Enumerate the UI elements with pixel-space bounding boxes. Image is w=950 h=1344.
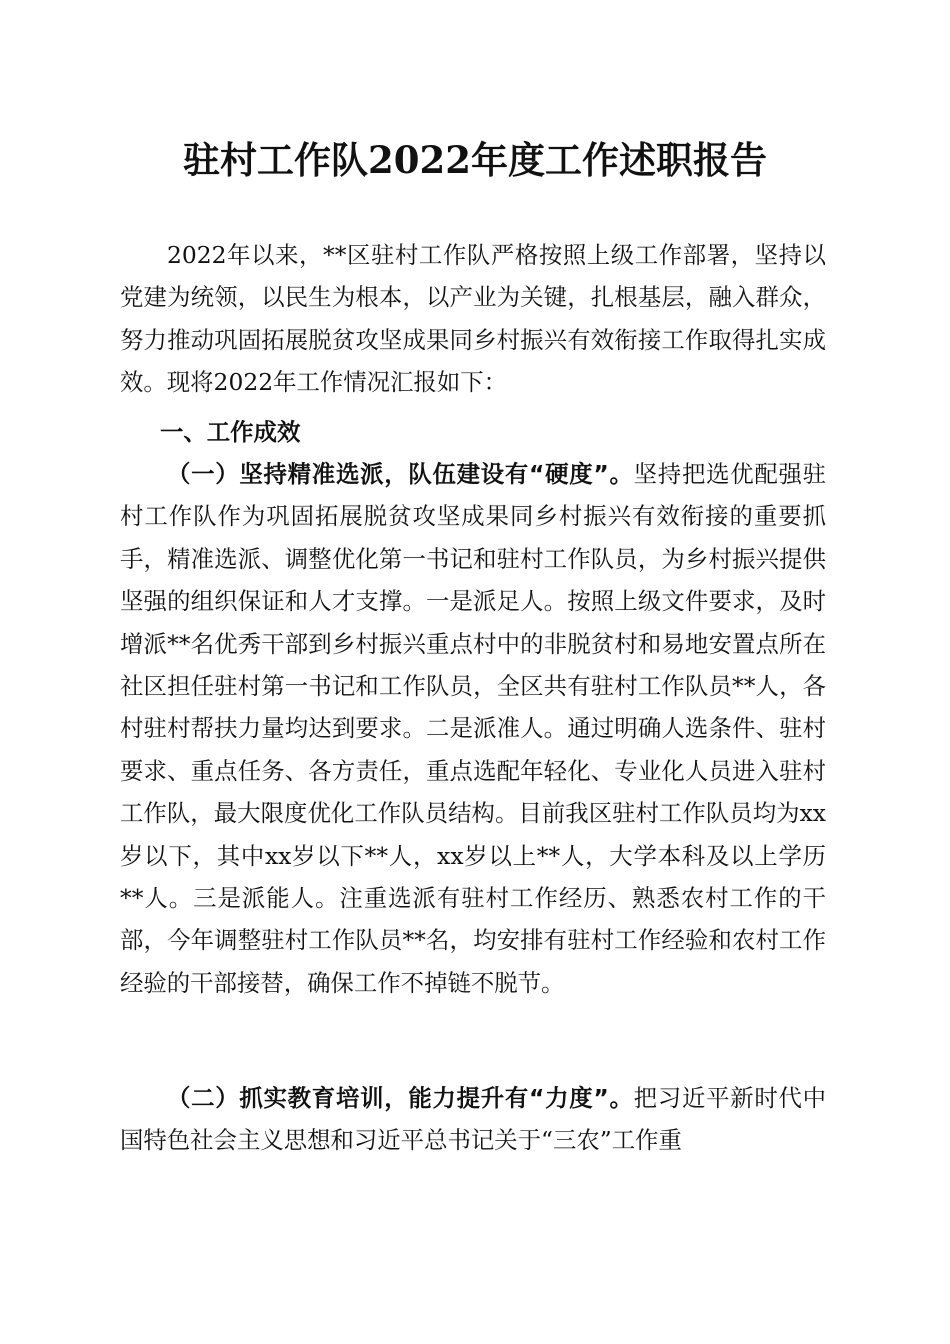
item-1-lead: （一）坚持精准选派，队伍建设有“硬度”。 (167, 460, 634, 488)
section-heading-work-results: 一、工作成效 (160, 418, 301, 446)
intro-paragraph: 2022年以来，**区驻村工作队严格按照上级工作部署，坚持以党建为统领，以民生为根本，以产业为关键，扎根基层，融入群众，努力推动巩固拓展脱贫攻坚成果同乡村振兴有效衔接工作取得扎实成效。现将2022年工作情况汇报如下： (120, 241, 826, 397)
item-2-lead: （二）抓实教育培训，能力提升有“力度”。 (167, 1084, 634, 1112)
item-1-paragraph (120, 453, 826, 1004)
item-2-paragraph (120, 1077, 826, 1162)
document-title: 驻村工作队2022年度工作述职报告 (183, 138, 767, 182)
item-2-text: 把习近平新时代中国特色社会主义思想和习近平总书记关于“三农”工作重 (120, 1084, 827, 1155)
item-1-text: 坚持把选优配强驻村工作队作为巩固拓展脱贫攻坚成果同乡村振兴有效衔接的重要抓手，精准选派、调整优化第一书记和驻村工作队员，为乡村振兴提供坚强的组织保证和人才支撑。一是派足人。按照上级文件要求，及时增派**名优秀干部到乡村振兴重点村中的非脱贫村和易地安置点所在社区担任驻村第一书记和工作队员，全区共有驻村工作队员**人，各村驻村帮扶力量均达到要求。二是派准人。通过明确人选条件、驻村要求、重点任务、各方责任，重点选配年轻化、专业化人员进入驻村工作队，最大限度优化工作队员结构。目前我区驻村工作队员均为xx岁以下，其中xx岁以下**人，xx岁以上**人，大学本科及以上学历**人。三是派能人。注重选派有驻村工作经历、熟悉农村工作的干部，今年调整驻村工作队员**名，均安排有驻村工作经验和农村工作经验的干部接替，确保工作不掉链不脱节。 (120, 460, 827, 997)
